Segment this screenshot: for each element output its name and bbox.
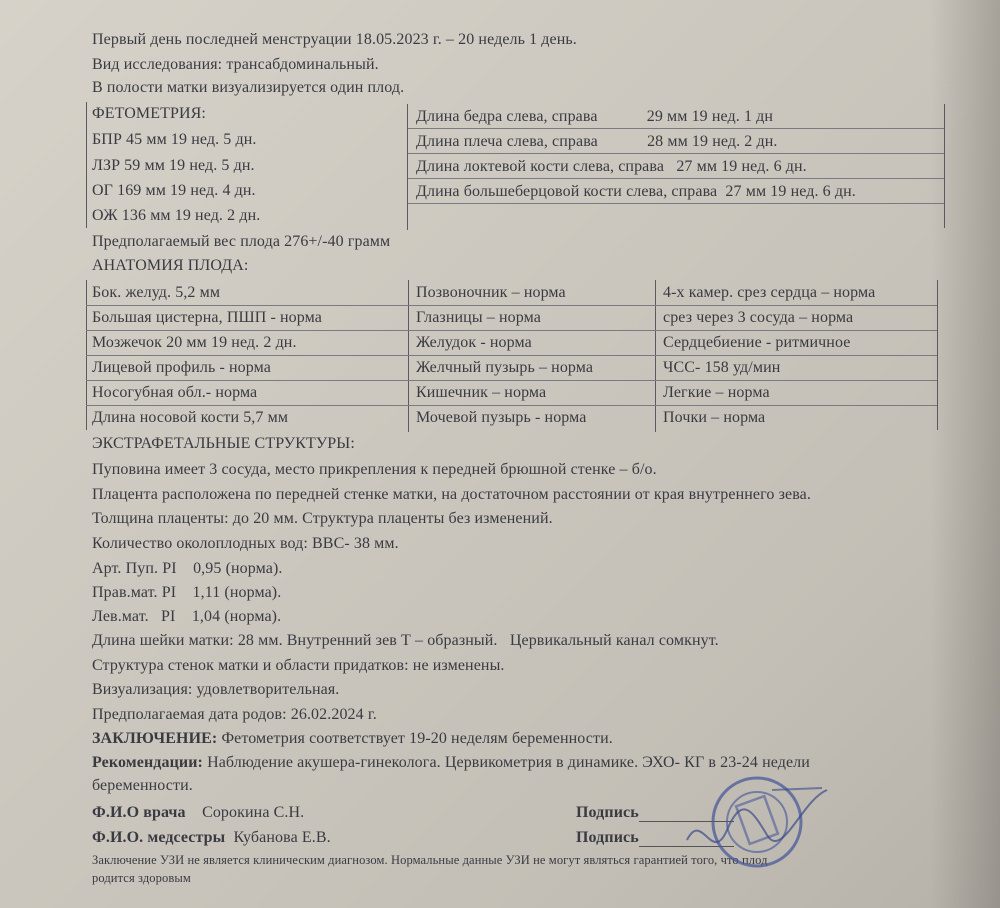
recommendations-text: Наблюдение акушера-гинеколога. Цервикометрия в динамике. ЭХО- КГ в 23-24 недели bbox=[202, 754, 810, 771]
nasal-bone: Длина носовой кости 5,7 мм bbox=[92, 409, 289, 426]
doctor-name: Сорокина С.Н. bbox=[202, 804, 305, 821]
ofd-value: ЛЗР 59 мм 19 нед. 5 дн. bbox=[92, 157, 255, 174]
cervix-length: Длина шейки матки: 28 мм. Внутренний зев Т – образный. Цервикальный канал сомкнут. bbox=[92, 632, 719, 649]
cisterna-magna: Большая цистерна, ПШП - норма bbox=[92, 309, 322, 326]
disclaimer-line: родится здоровым bbox=[92, 871, 191, 885]
bowel: Кишечник – норма bbox=[416, 384, 547, 401]
heart-rate: ЧСС- 158 уд/мин bbox=[663, 359, 781, 376]
table-rule bbox=[86, 355, 937, 356]
clinic-stamp-icon bbox=[682, 770, 832, 880]
table-divider bbox=[408, 280, 409, 432]
conclusion-text: Фетометрия соответствует 19-20 неделям беременности. bbox=[217, 730, 613, 747]
disclaimer-line: Заключение УЗИ не является клиническим диагнозом. Нормальные данные УЗИ не могут являться гарантией того, что плод bbox=[92, 853, 768, 867]
stomach: Желудок - норма bbox=[416, 334, 532, 351]
doctor-label: Ф.И.О врача bbox=[92, 804, 186, 821]
table-rule bbox=[408, 178, 944, 179]
lungs: Легкие – норма bbox=[663, 384, 770, 401]
facial-profile: Лицевой профиль - норма bbox=[92, 359, 271, 376]
hc-value: ОГ 169 мм 19 нед. 4 дн. bbox=[92, 182, 256, 199]
lmp-line: Первый день последней менструации 18.05.2023 г. – 20 недель 1 день. bbox=[92, 31, 577, 48]
extrafetal-title: ЭКСТРАФЕТАЛЬНЫЕ СТРУКТУРЫ: bbox=[92, 435, 355, 452]
orbits: Глазницы – норма bbox=[416, 309, 541, 326]
tibia-length: Длина большеберцовой кости слева, справа 27 мм 19 нед. 6 дн. bbox=[416, 183, 856, 200]
recommendations-cont: беременности. bbox=[92, 777, 193, 794]
nasolabial: Носогубная обл.- норма bbox=[92, 384, 258, 401]
table-rule bbox=[86, 305, 937, 306]
ac-value: ОЖ 136 мм 19 нед. 2 дн. bbox=[92, 207, 261, 224]
ulna-length: Длина локтевой кости слева, справа 27 мм 19 нед. 6 дн. bbox=[416, 158, 807, 175]
fetus-count-line: В полости матки визуализируется один плод. bbox=[92, 79, 405, 96]
signature-label: Подпись bbox=[576, 829, 639, 846]
placenta-location: Плацента расположена по передней стенке матки, на достаточном расстоянии от края внутреннего зева. bbox=[92, 486, 811, 503]
umbilical-pi: Арт. Пуп. PI 0,95 (норма). bbox=[92, 560, 283, 577]
doctor-row bbox=[92, 804, 304, 822]
nurse-row bbox=[92, 829, 331, 847]
bpd-value: БПР 45 мм 19 нед. 5 дн. bbox=[92, 131, 257, 148]
table-rule bbox=[86, 330, 937, 331]
four-chamber: 4-х камер. срез сердца – норма bbox=[663, 284, 876, 301]
kidneys: Почки – норма bbox=[663, 409, 766, 426]
conclusion-label: ЗАКЛЮЧЕНИЕ: bbox=[92, 730, 218, 747]
humerus-length: Длина плеча слева, справа 28 мм 19 нед. 2 дн. bbox=[416, 133, 778, 150]
table-rule bbox=[86, 405, 937, 406]
nurse-name: Кубанова Е.В. bbox=[233, 829, 331, 846]
signature-label: Подпись bbox=[576, 804, 639, 821]
table-rule bbox=[86, 380, 937, 381]
right-uterine-pi: Прав.мат. PI 1,11 (норма). bbox=[92, 584, 282, 601]
table-border bbox=[86, 102, 87, 228]
due-date: Предполагаемая дата родов: 26.02.2024 г. bbox=[92, 706, 377, 723]
table-divider bbox=[655, 280, 656, 432]
page-shadow bbox=[930, 0, 1000, 908]
amniotic-fluid: Количество околоплодных вод: ВВС- 38 мм. bbox=[92, 535, 399, 552]
exam-type-line: Вид исследования: трансабдоминальный. bbox=[92, 56, 379, 73]
lateral-ventricle: Бок. желуд. 5,2 мм bbox=[92, 284, 221, 301]
nurse-label: Ф.И.О. медсестры bbox=[92, 829, 226, 846]
placenta-thickness: Толщина плаценты: до 20 мм. Структура плаценты без изменений. bbox=[92, 510, 553, 527]
spine: Позвоночник – норма bbox=[416, 284, 566, 301]
visualization: Визуализация: удовлетворительная. bbox=[92, 681, 340, 698]
left-uterine-pi: Лев.мат. PI 1,04 (норма). bbox=[92, 608, 282, 625]
table-rule bbox=[408, 153, 944, 154]
table-rule bbox=[408, 128, 944, 129]
table-divider bbox=[407, 104, 408, 230]
uterine-walls: Структура стенок матки и области придатков: не изменены. bbox=[92, 657, 505, 674]
cerebellum: Мозжечок 20 мм 19 нед. 2 дн. bbox=[92, 334, 297, 351]
heartbeat: Сердцебиение - ритмичное bbox=[663, 334, 851, 351]
anatomy-title: АНАТОМИЯ ПЛОДА: bbox=[92, 257, 249, 274]
gallbladder: Желчный пузырь – норма bbox=[416, 359, 594, 376]
fetometry-title: ФЕТОМЕТРИЯ: bbox=[92, 105, 206, 122]
conclusion bbox=[92, 730, 613, 748]
femur-length: Длина бедра слева, справа 29 мм 19 нед. 1 дн bbox=[416, 108, 774, 125]
table-rule bbox=[408, 203, 944, 204]
estimated-weight: Предполагаемый вес плода 276+/-40 грамм bbox=[92, 233, 391, 250]
cord-line: Пуповина имеет 3 сосуда, место прикрепления к передней брюшной стенке – б/о. bbox=[92, 461, 657, 478]
recommendations-label: Рекомендации: bbox=[92, 754, 203, 771]
bladder: Мочевой пузырь - норма bbox=[416, 409, 587, 426]
three-vessel: срез через 3 сосуда – норма bbox=[663, 309, 854, 326]
